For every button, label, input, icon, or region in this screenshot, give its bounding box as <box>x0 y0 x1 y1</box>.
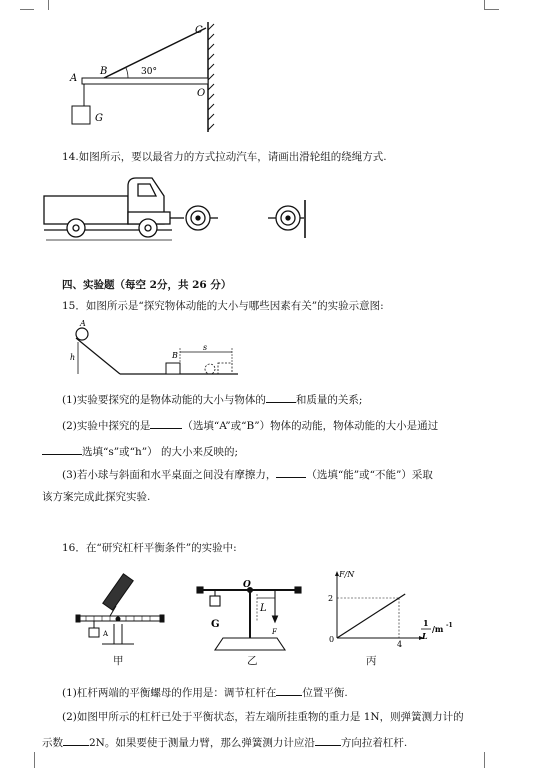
crop-mark-top-left-h <box>20 9 34 10</box>
weight-g-yi <box>210 596 220 606</box>
spring-balance <box>103 574 133 610</box>
question-15-stem: 15．如图所示是“探究物体动能的大小与哪些因素有关”的实验示意图: <box>62 300 384 312</box>
q16-line-2: (2)如图甲所示的杠杆已处于平衡状态，若左端所挂重物的重力是 1N，则弹簧测力计的 <box>62 711 464 723</box>
truck <box>44 178 172 237</box>
label-b: B <box>100 66 108 77</box>
q16-line-1: (1)杠杆两端的平衡螺母的作用是：调节杠杆在 位置平衡. <box>62 684 348 700</box>
label-c: C <box>195 25 203 36</box>
section-4-heading: 四、实验题（每空 2分，共 26 分） <box>62 279 232 291</box>
data-line <box>337 594 405 638</box>
blank-4[interactable] <box>276 466 306 478</box>
q15-line-3: 选填“s”或“h”） 的大小来反映的; <box>42 443 238 459</box>
q15-line-2: (2)实验中探究的是 （选填“A”或“B”）物体的动能，物体动能的大小是通过 <box>62 417 438 433</box>
caption-yi: 乙 <box>247 655 258 667</box>
label-block-b: B <box>172 351 178 360</box>
question-16-stem: 16．在“研究杠杆平衡条件”的实验中: <box>62 542 237 554</box>
block-dashed <box>218 363 232 374</box>
label-angle: 30° <box>141 67 157 77</box>
label-h: h <box>70 353 76 362</box>
fixed-pulley-wall <box>268 200 305 238</box>
weight-a <box>89 628 99 637</box>
question-14: 14.如图所示，要以最省力的方式拉动汽车，请画出滑轮组的绕绳方式. <box>62 151 387 163</box>
crop-mark-bottom-left <box>34 752 35 768</box>
stand-base <box>215 638 285 650</box>
label-f-yi: F <box>272 628 277 636</box>
angle-arc <box>126 68 128 78</box>
origin-label: 0 <box>329 635 335 644</box>
block-b <box>166 363 180 374</box>
blank-1[interactable] <box>266 391 296 403</box>
y-axis-label: F/N <box>339 570 355 579</box>
label-l-yi: L <box>260 603 267 614</box>
blank-7[interactable] <box>315 734 341 746</box>
x-label-unit: /m <box>432 624 444 634</box>
q16-line-3: 示数 2N。如果要使于测量力臂，那么弹簧测力计应沿 方向拉着杠杆. <box>42 734 407 750</box>
ball-dashed <box>205 364 215 374</box>
q15-line-4: (3)若小球与斜面和水平桌面之间没有摩擦力， （选填“能”或“不能”）采取 <box>62 466 433 482</box>
lever-jia-figure <box>72 566 172 646</box>
wall <box>208 22 214 132</box>
label-o-yi: O <box>243 580 251 590</box>
label-ball-a: A <box>80 320 86 328</box>
incline-slope <box>76 338 120 374</box>
blank-3[interactable] <box>42 443 82 455</box>
label-a: A <box>70 73 78 84</box>
label-o: O <box>197 88 206 99</box>
lever-yi-figure <box>195 572 305 652</box>
blank-5[interactable] <box>276 684 302 696</box>
horizontal-beam <box>82 78 208 84</box>
pivot <box>116 617 120 621</box>
incline-figure <box>68 320 243 380</box>
label-g-yi: G <box>211 619 220 630</box>
x-tick-4: 4 <box>397 640 403 648</box>
graph-bing-figure <box>325 568 465 648</box>
lever-wall-figure <box>62 20 222 135</box>
x-label-sup: -1 <box>446 622 453 629</box>
weight-g <box>72 106 90 124</box>
truck-pulley-figure <box>42 172 310 246</box>
label-s: s <box>203 343 208 352</box>
caption-bing: 丙 <box>366 655 377 667</box>
crop-mark-bottom-right <box>484 752 485 768</box>
x-label-den: L <box>422 631 428 641</box>
q15-line-5: 该方案完成此探究实验. <box>42 491 151 503</box>
crop-mark-top-right-h <box>485 9 499 10</box>
blank-2[interactable] <box>150 417 182 429</box>
caption-jia: 甲 <box>113 655 124 667</box>
pulley-on-truck <box>170 206 218 230</box>
crop-mark-top-left <box>34 0 49 10</box>
y-tick-2: 2 <box>328 594 334 603</box>
blank-6[interactable] <box>63 734 89 746</box>
label-g: G <box>95 113 103 124</box>
x-label-num: 1 <box>423 618 429 628</box>
q15-line-1: (1)实验要探究的是物体动能的大小与物体的 和质量的关系; <box>62 391 362 407</box>
label-jia-a: A <box>103 630 109 638</box>
ball-a <box>76 328 88 340</box>
